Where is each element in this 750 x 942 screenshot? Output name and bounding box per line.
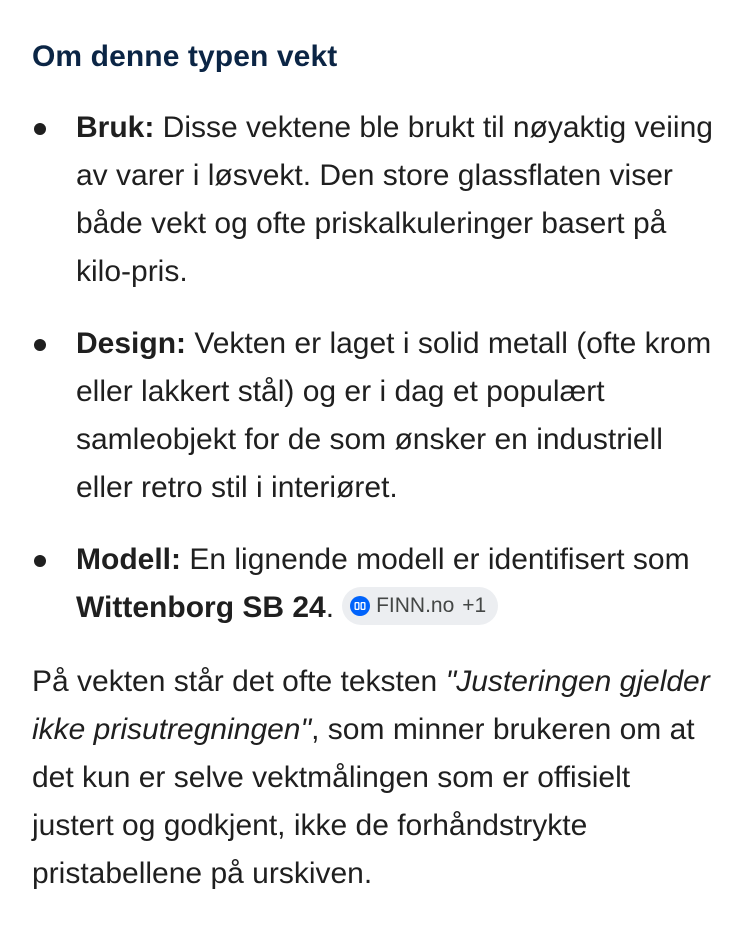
- quoted-text: "Justeringen gjelder ikke prisutregningen": [32, 665, 710, 746]
- bullet-label: Bruk:: [76, 111, 155, 144]
- finn-icon: [350, 596, 370, 616]
- bullet-list: [32, 104, 720, 632]
- bullet-dot-icon: [34, 555, 46, 567]
- source-chip-count: +1: [462, 594, 487, 618]
- paragraph-text-start: På vekten står det ofte teksten: [32, 665, 446, 698]
- model-name: Wittenborg SB 24: [76, 591, 326, 624]
- paragraph-text-end: , som minner brukeren om at det kun er selve vektmålingen som er offisielt justert og godkjent, ikke de forhåndstrykte pristabellene på urskiven.: [32, 713, 695, 890]
- list-item-design: [32, 320, 720, 512]
- list-item-bruk: [32, 104, 720, 296]
- section-heading: Om denne typen vekt: [32, 40, 338, 73]
- source-chip-label: FINN.no: [376, 594, 455, 618]
- summary-paragraph: [32, 658, 720, 898]
- bullet-label: Design:: [76, 327, 187, 360]
- bullet-text-end: .: [325, 591, 335, 624]
- bullet-label: Modell:: [76, 543, 181, 576]
- bullet-dot-icon: [34, 123, 46, 135]
- bullet-text: En lignende modell er identifisert som: [181, 543, 690, 576]
- list-item-modell: [32, 536, 720, 632]
- bullet-text: Disse vektene ble brukt til nøyaktig veiing av varer i løsvekt. Den store glassflaten viser både vekt og ofte priskalkuleringer basert på kilo-pris.: [76, 111, 713, 288]
- bullet-dot-icon: [34, 339, 46, 351]
- source-chip[interactable]: [342, 587, 498, 625]
- bullet-text: Vekten er laget i solid metall (ofte krom eller lakkert stål) og er i dag et populært samleobjekt for de som ønsker en industriell eller retro stil i interiøret.: [76, 327, 712, 504]
